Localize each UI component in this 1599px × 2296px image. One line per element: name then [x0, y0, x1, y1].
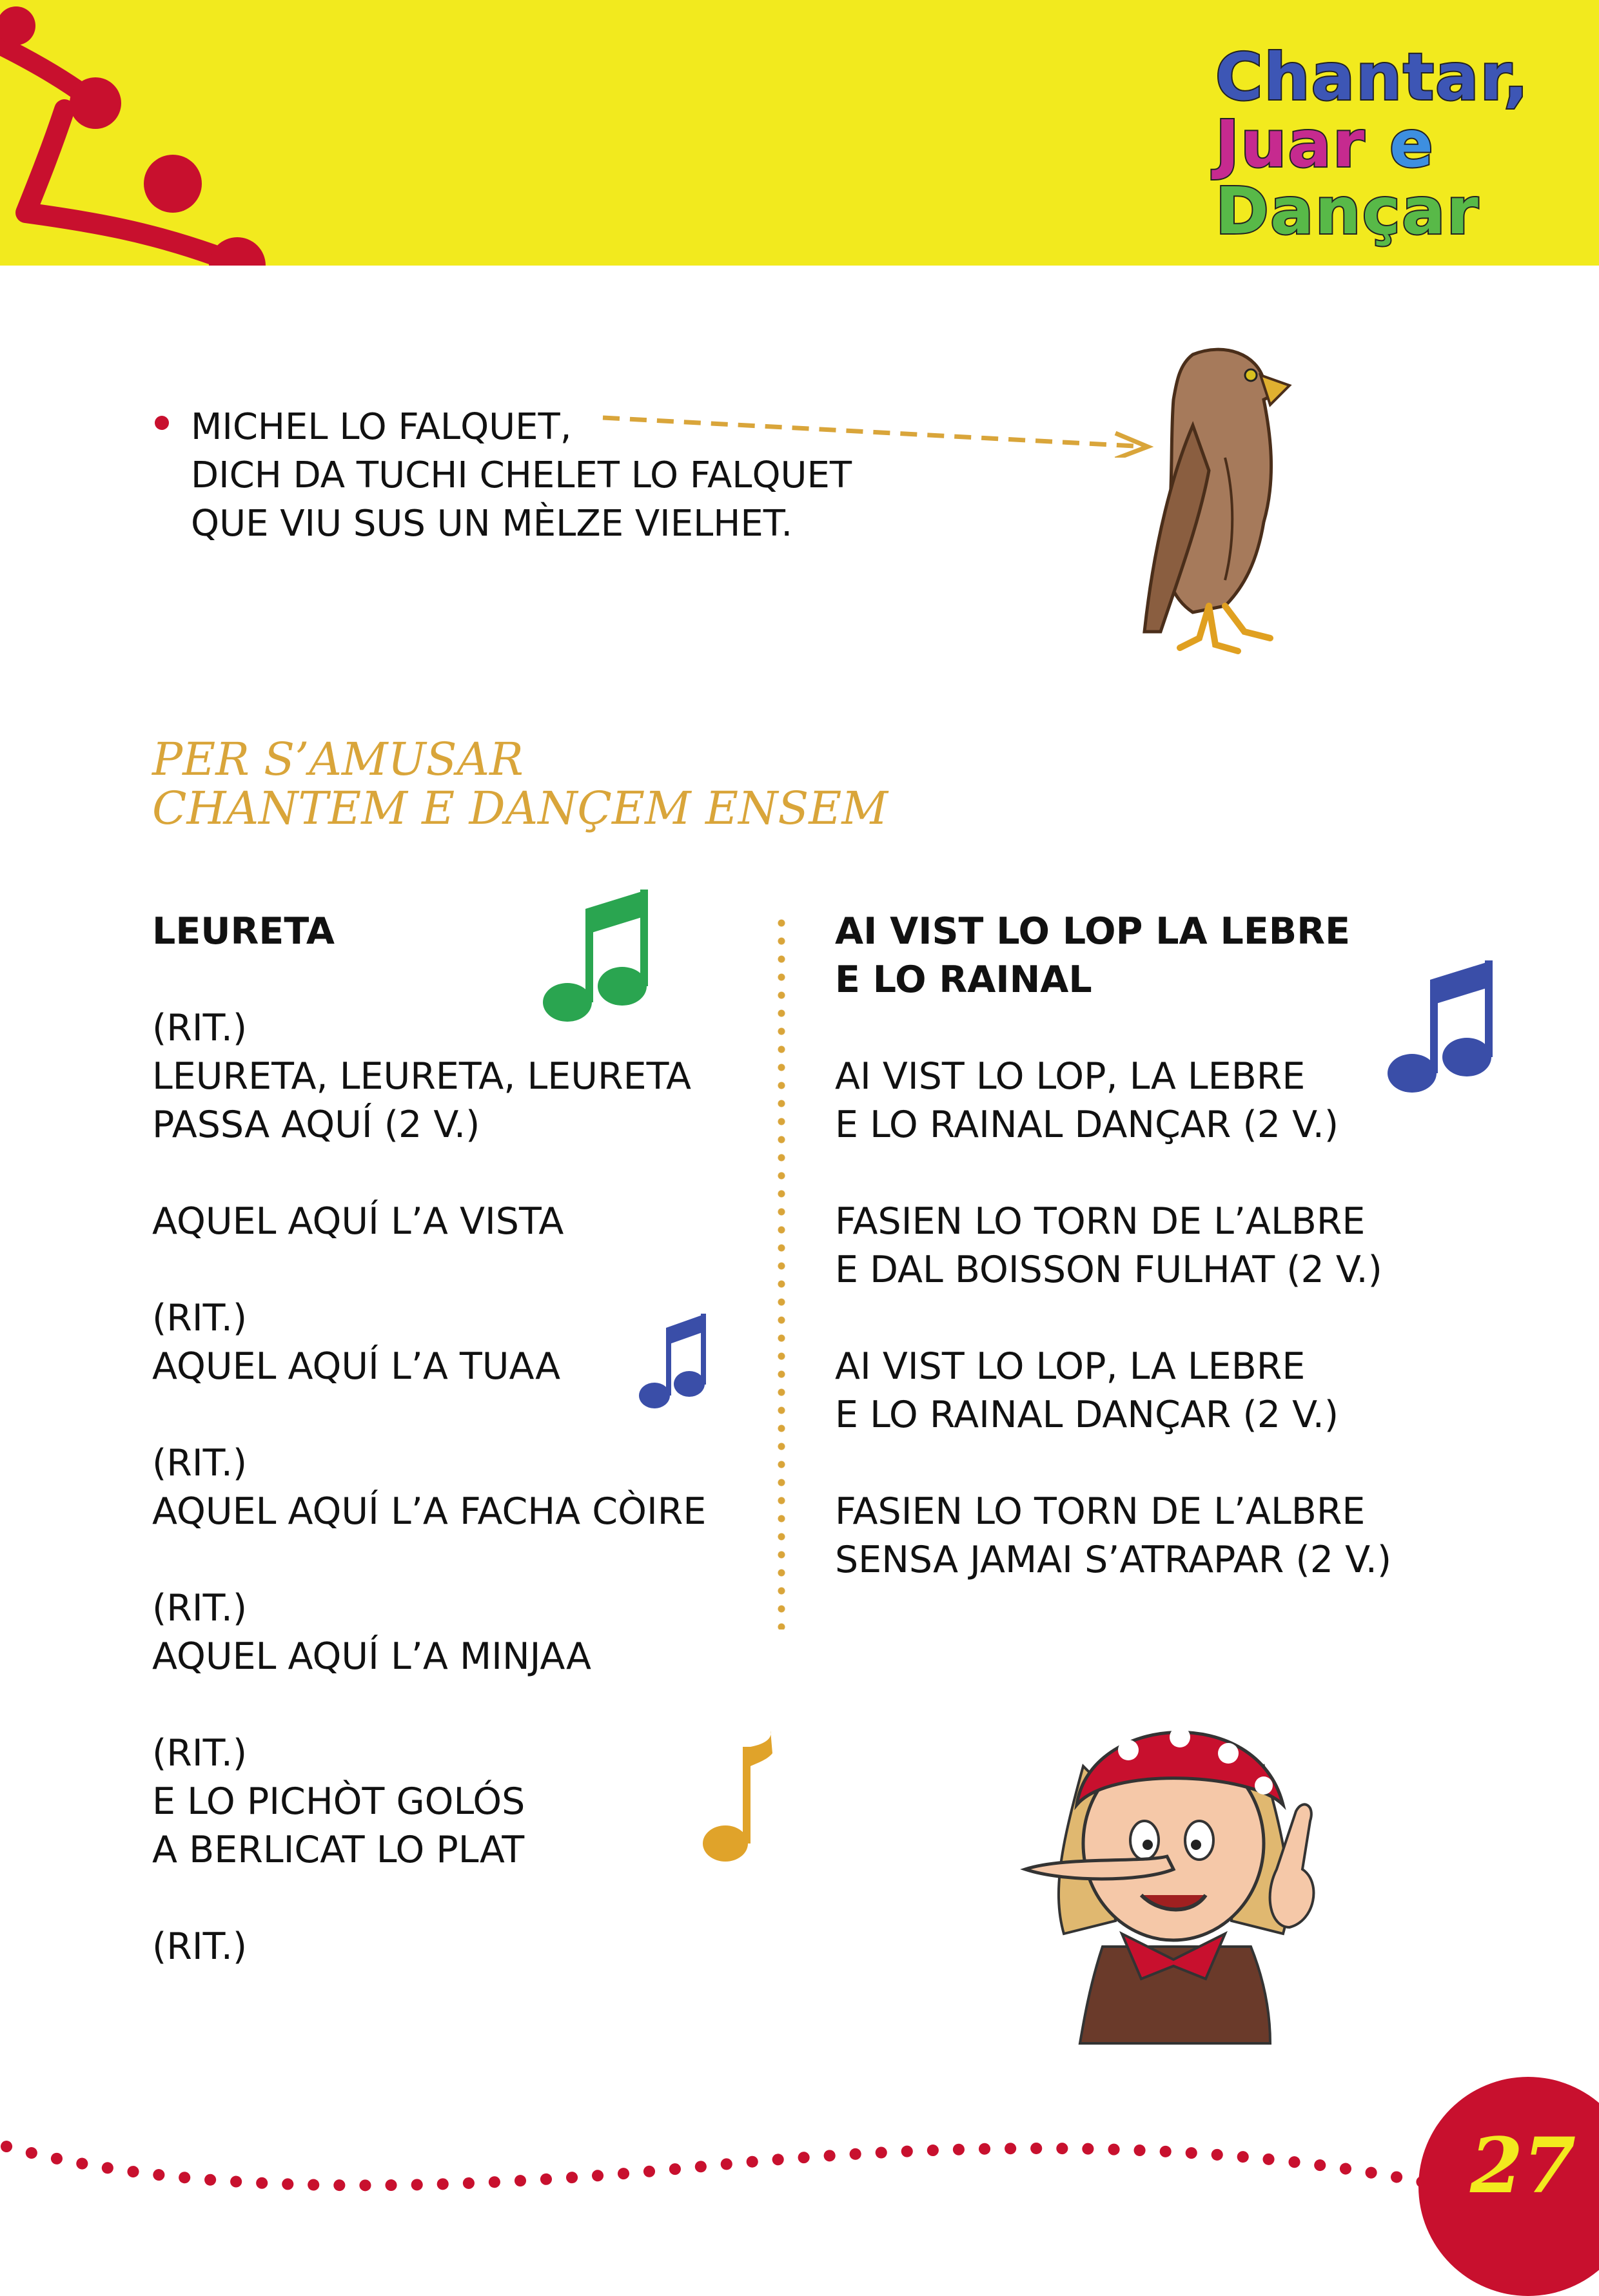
page-number: 27 — [1470, 2121, 1576, 2210]
arrow-to-falcon — [600, 406, 1154, 458]
lyric-line: E LO RAINAL DANÇAR (2 V.) — [835, 1394, 1339, 1436]
song-title: AI VIST LO LOP LA LEBRE — [835, 910, 1351, 953]
falcon-illustration — [1096, 329, 1315, 664]
music-note-icon — [535, 883, 651, 1031]
lyric-line: E LO PICHÒT GOLÓS — [152, 1780, 525, 1823]
lyric-line: PASSA AQUÍ (2 V.) — [152, 1104, 480, 1146]
title-line-2: Juar e — [1215, 106, 1435, 182]
column-divider — [777, 914, 786, 1630]
lyric-line: (RIT.) — [152, 1007, 248, 1049]
header-band — [0, 0, 1599, 266]
lyric-line: (RIT.) — [152, 1732, 248, 1775]
music-note-icon — [696, 1731, 774, 1869]
lyric-line: (RIT.) — [152, 1442, 248, 1484]
song-ai-vist-lo-lop — [835, 908, 1391, 1584]
song-title: LEURETA — [152, 910, 335, 953]
lyric-line: SENSA JAMAI S’ATRAPAR (2 V.) — [835, 1539, 1392, 1581]
section-title-line: CHANTEM E DANÇEM ENSEM — [152, 782, 888, 835]
music-note-icon — [635, 1309, 706, 1415]
lyric-line: E DAL BOISSON FULHAT (2 V.) — [835, 1249, 1382, 1291]
intro-line: MICHEL LO FALQUET, — [191, 406, 572, 448]
lyric-line: AQUEL AQUÍ L’A FACHA CÒIRE — [152, 1490, 707, 1533]
lyric-line: FASIEN LO TORN DE L’ALBRE — [835, 1490, 1366, 1533]
lyric-line: (RIT.) — [152, 1587, 248, 1630]
corner-decoration — [0, 0, 271, 266]
intro-line: QUE VIU SUS UN MÈLZE VIELHET. — [191, 503, 793, 545]
intro-line: DICH DA TUCHI CHELET LO FALQUET — [191, 454, 852, 496]
bullet-dot — [155, 416, 169, 430]
lyric-line: AQUEL AQUÍ L’A VISTA — [152, 1200, 564, 1243]
lyric-line: AI VIST LO LOP, LA LEBRE — [835, 1345, 1306, 1388]
lyric-line: E LO RAINAL DANÇAR (2 V.) — [835, 1104, 1339, 1146]
lyric-line: LEURETA, LEURETA, LEURETA — [152, 1055, 691, 1098]
section-title — [152, 735, 888, 833]
section-title-line: PER S’AMUSAR — [152, 733, 524, 786]
page-number-badge — [1418, 2077, 1599, 2296]
book-title — [1215, 39, 1530, 249]
song-leureta — [152, 908, 706, 1971]
lyric-line: FASIEN LO TORN DE L’ALBRE — [835, 1200, 1366, 1243]
lyric-line: AI VIST LO LOP, LA LEBRE — [835, 1055, 1306, 1098]
title-line-1: Chantar, — [1215, 39, 1530, 115]
bottom-dot-wave — [0, 2114, 1451, 2217]
title-line-3: Dançar — [1215, 173, 1480, 249]
lyric-line: (RIT.) — [152, 1925, 248, 1968]
lyric-line: A BERLICAT LO PLAT — [152, 1829, 525, 1871]
lyric-line: AQUEL AQUÍ L’A TUAA — [152, 1345, 561, 1388]
lyric-line: AQUEL AQUÍ L’A MINJAA — [152, 1635, 591, 1678]
girl-illustration — [1012, 1676, 1360, 2050]
music-note-icon — [1380, 954, 1496, 1102]
lyric-line: (RIT.) — [152, 1297, 248, 1339]
song-title: E LO RAINAL — [835, 958, 1092, 1001]
